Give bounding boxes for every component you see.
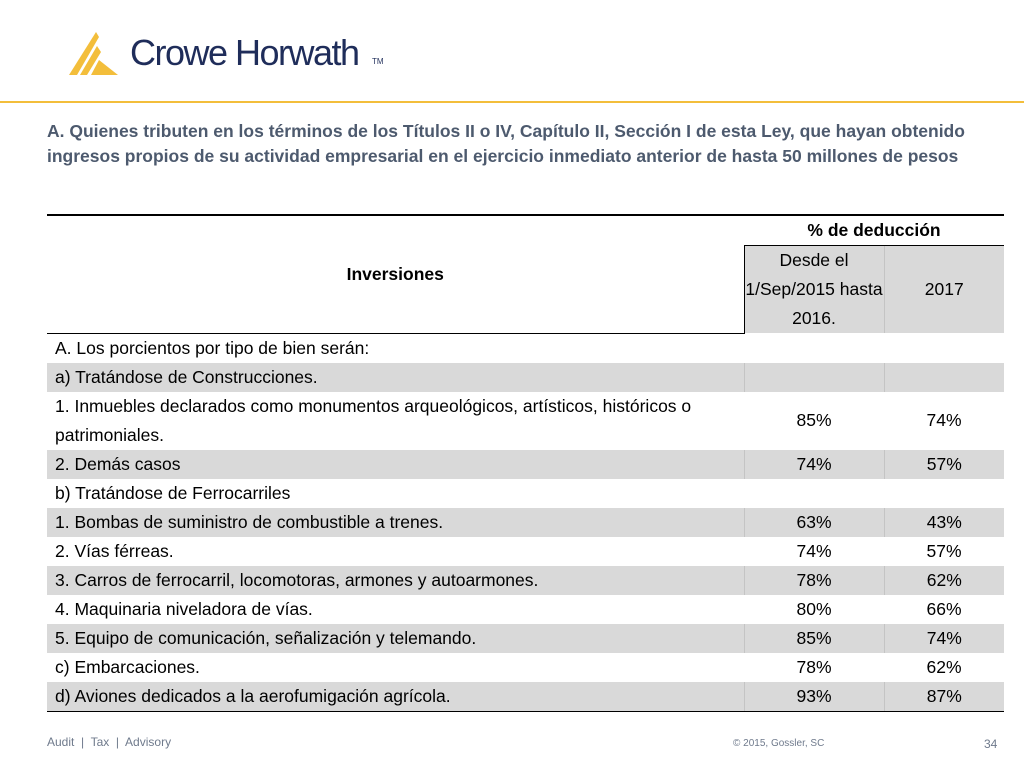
column-header-inversiones: Inversiones <box>47 215 744 333</box>
deduction-table <box>47 214 1004 712</box>
footer-services: Audit | Tax | Advisory <box>47 735 172 749</box>
column-header-period-2017: 2017 <box>884 246 1004 334</box>
row-label: 2. Demás casos <box>47 450 744 479</box>
table-row <box>47 363 1004 392</box>
row-value-2015-2016: 78% <box>744 566 884 595</box>
column-header-period-2015-2016: Desde el 1/Sep/2015 hasta 2016. <box>744 246 884 334</box>
table-row <box>47 333 1004 363</box>
row-value-2015-2016: 93% <box>744 682 884 712</box>
logo-wordmark: Crowe Horwath <box>130 32 359 73</box>
table-row <box>47 682 1004 712</box>
row-value-2017: 57% <box>926 540 962 561</box>
page-number: 34 <box>984 737 998 751</box>
table-row <box>47 595 1004 624</box>
row-value-2017: 62% <box>926 656 962 677</box>
table-row <box>47 624 1004 653</box>
row-label: 3. Carros de ferrocarril, locomotoras, armones y autoarmones. <box>47 566 744 595</box>
table-header-row <box>47 215 1004 246</box>
row-label: A. Los porcientos por tipo de bien serán: <box>55 337 370 358</box>
crowe-peak-icon <box>66 26 128 78</box>
table-row <box>47 450 1004 479</box>
row-label: 4. Maquinaria niveladora de vías. <box>55 598 313 619</box>
table-row <box>47 508 1004 537</box>
row-label: 1. Inmuebles declarados como monumentos arqueológicos, artísticos, históricos o patrimoniales. <box>55 395 692 445</box>
slide-heading: A. Quienes tributen en los términos de los Títulos II o IV, Capítulo II, Sección I de esta Ley, que hayan obtenido ingresos propios de su actividad empresarial en el ejercicio inmediato anterior de hasta 50 millones de pesos <box>47 121 965 166</box>
row-value-2015-2016: 63% <box>744 508 884 537</box>
row-value-2015-2016: 80% <box>796 598 832 619</box>
table-row <box>47 392 1004 450</box>
row-value-2015-2016: 74% <box>744 450 884 479</box>
row-value-2015-2016: 85% <box>796 410 832 430</box>
table-row <box>47 566 1004 595</box>
table-row <box>47 479 1004 508</box>
row-label: 2. Vías férreas. <box>55 540 174 561</box>
row-value-2017 <box>884 363 1004 392</box>
row-label: c) Embarcaciones. <box>55 656 200 677</box>
row-value-2017 <box>884 333 1004 363</box>
row-value-2017: 43% <box>884 508 1004 537</box>
header-divider <box>0 101 1024 103</box>
row-value-2017: 57% <box>884 450 1004 479</box>
row-value-2015-2016 <box>744 479 884 508</box>
table-row <box>47 653 1004 682</box>
row-label: d) Aviones dedicados a la aerofumigación agrícola. <box>47 682 744 712</box>
row-value-2017: 66% <box>926 598 962 619</box>
row-value-2015-2016 <box>744 333 884 363</box>
row-label: a) Tratándose de Construcciones. <box>47 363 744 392</box>
row-value-2017 <box>884 479 1004 508</box>
row-label: b) Tratándose de Ferrocarriles <box>55 482 291 503</box>
row-label: 5. Equipo de comunicación, señalización y telemando. <box>47 624 744 653</box>
row-value-2017: 87% <box>884 682 1004 712</box>
crowe-horwath-logo <box>66 26 396 82</box>
row-value-2015-2016 <box>744 363 884 392</box>
row-label: 1. Bombas de suministro de combustible a trenes. <box>47 508 744 537</box>
row-value-2015-2016: 85% <box>744 624 884 653</box>
row-value-2017: 74% <box>884 624 1004 653</box>
row-value-2017: 74% <box>926 410 962 430</box>
row-value-2017: 62% <box>884 566 1004 595</box>
table-row <box>47 537 1004 566</box>
footer-copyright: © 2015, Gossler, SC <box>733 738 825 749</box>
logo-trademark: TM <box>372 57 384 66</box>
row-value-2015-2016: 74% <box>796 540 832 561</box>
row-value-2015-2016: 78% <box>796 656 832 677</box>
column-header-deduccion: % de deducción <box>744 215 1004 246</box>
